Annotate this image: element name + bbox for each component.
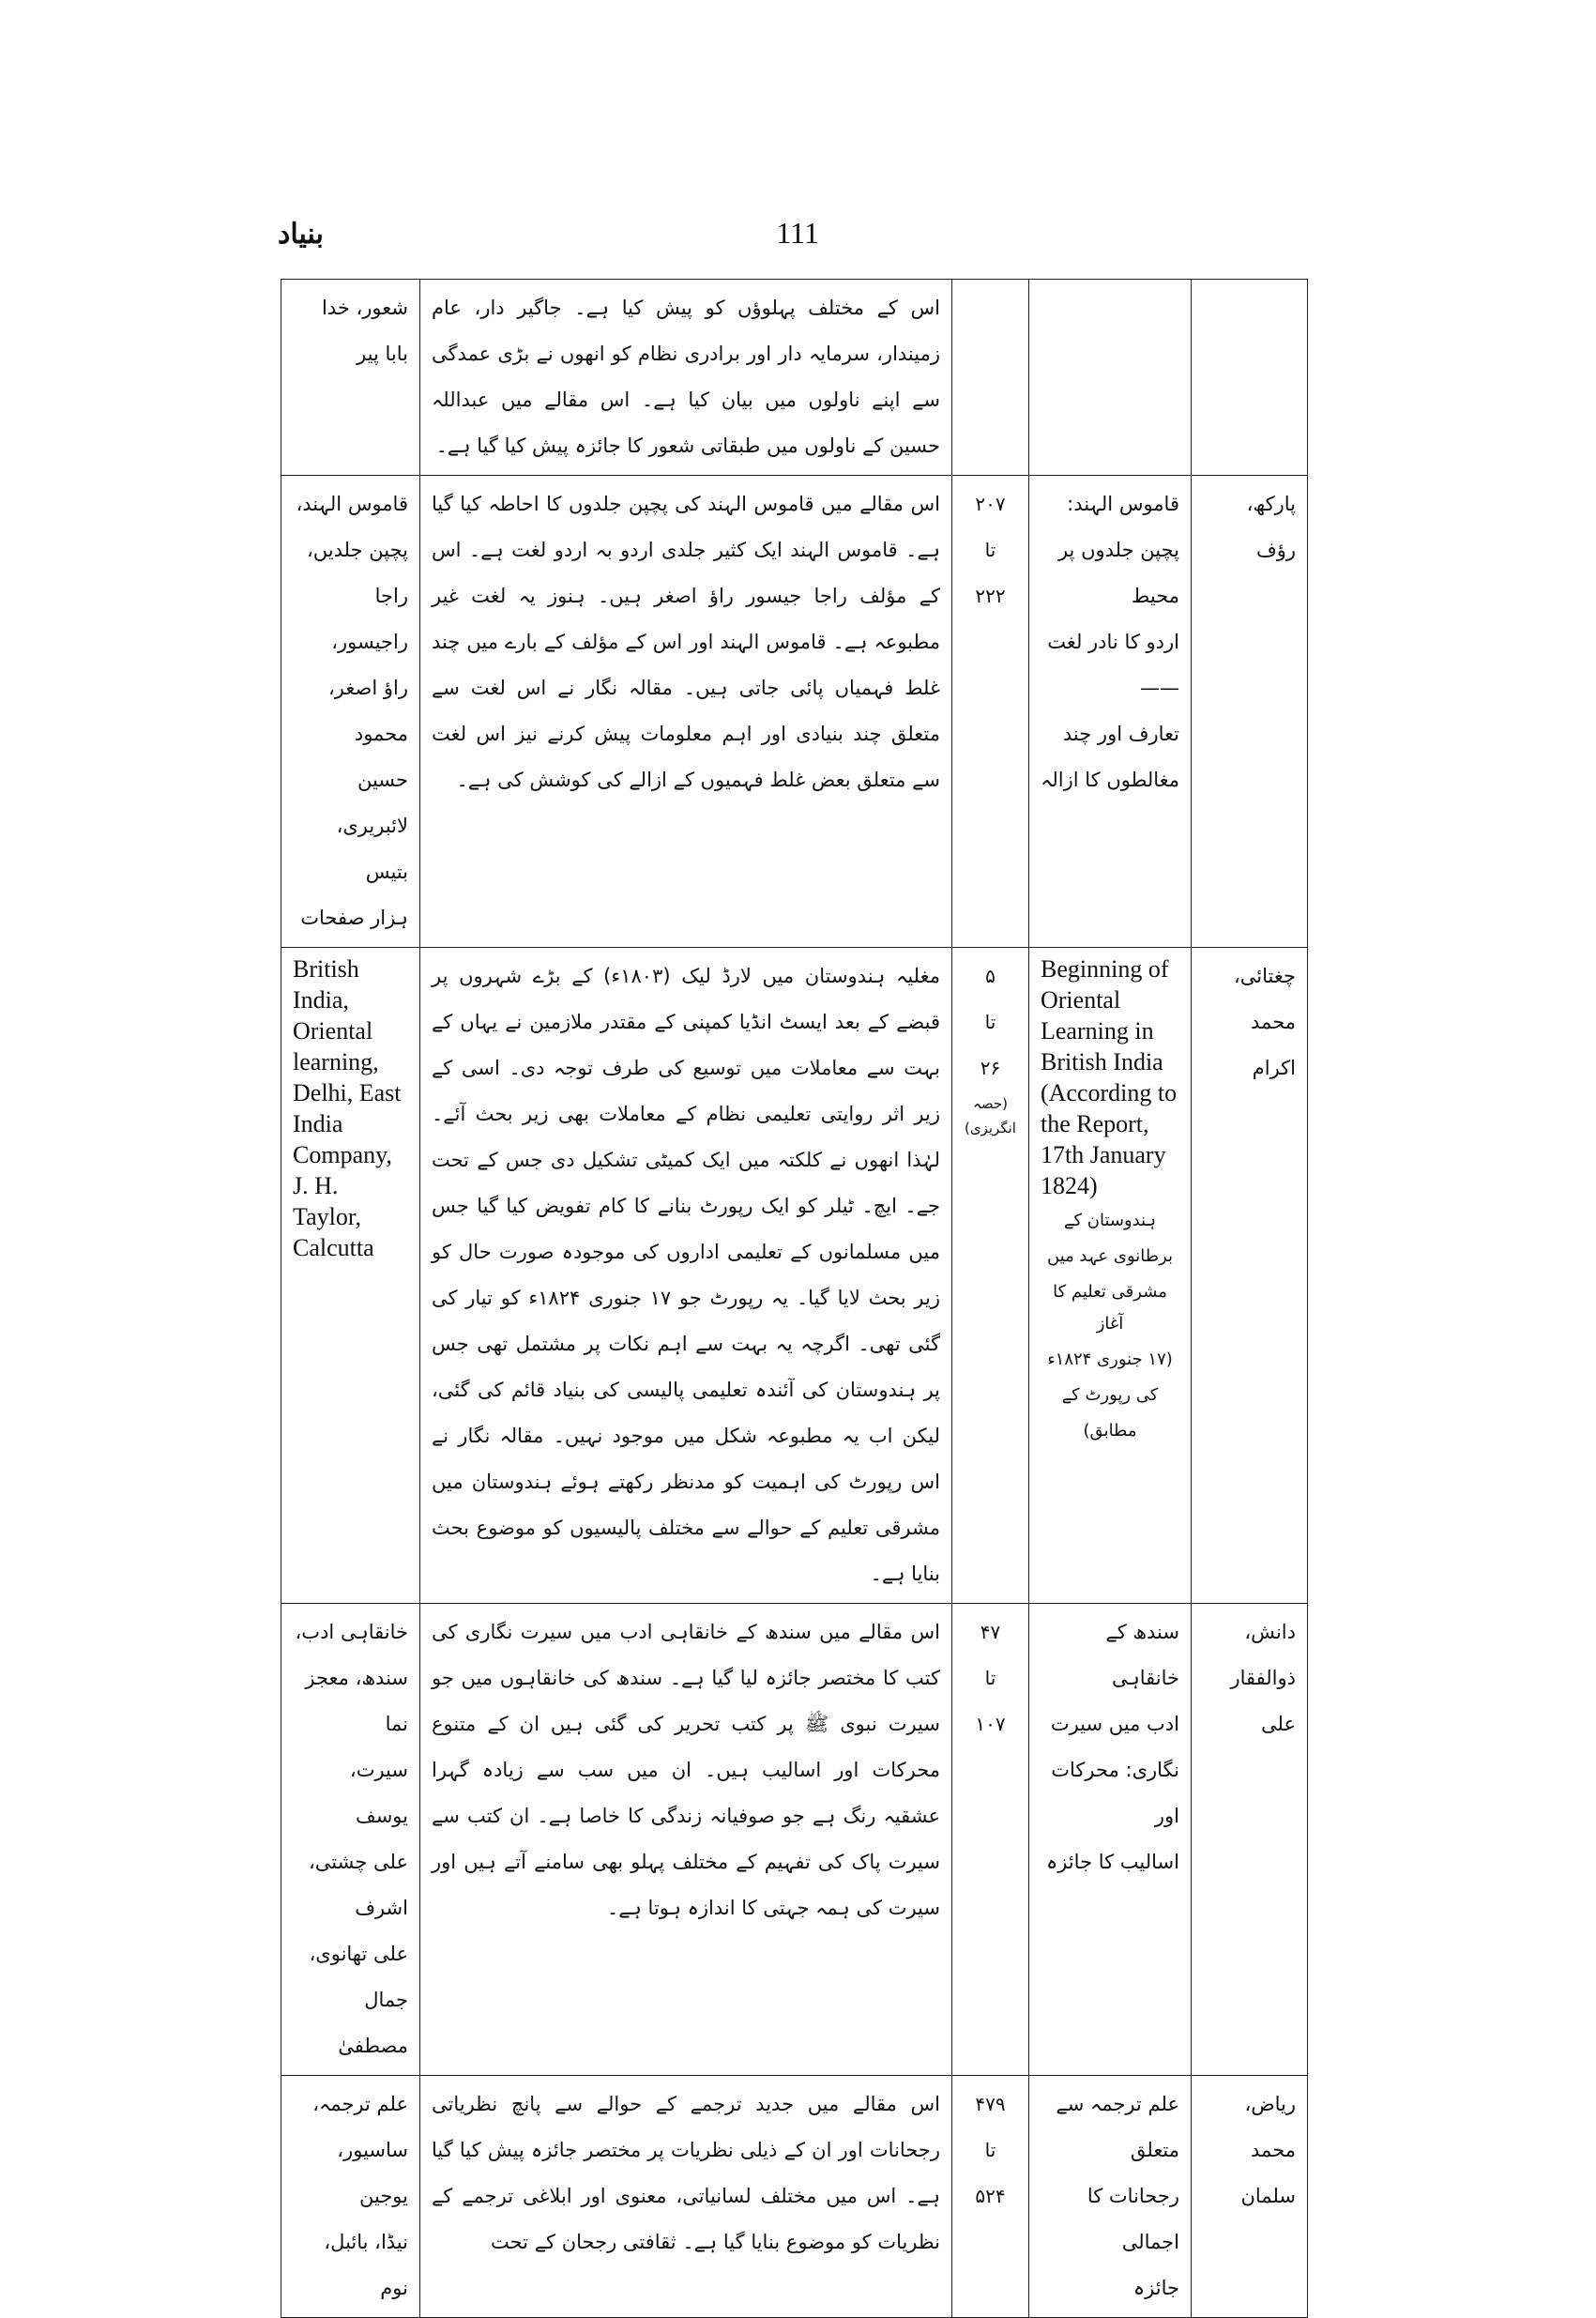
title-cell	[1029, 476, 1192, 948]
keyword: قاموس الہند،	[296, 493, 408, 515]
journal-name: بنیاد	[278, 218, 324, 251]
page-number: 111	[776, 216, 819, 250]
title-line: ادب میں سیرت	[1050, 1713, 1179, 1735]
title-line: مطابق)	[1083, 1421, 1137, 1441]
keyword: راجا راجیسور،	[331, 585, 408, 653]
title-line: اسالیب کا جائزہ	[1045, 1851, 1179, 1873]
title-line: ہندوستان کے	[1063, 1211, 1157, 1230]
keywords-cell	[281, 1604, 420, 2076]
keyword: سندھ، معجز نما	[305, 1667, 408, 1735]
title-cell	[1029, 280, 1192, 476]
title-line: نگاری: محرکات اور	[1051, 1759, 1179, 1827]
author-cell	[1192, 280, 1308, 476]
keywords-cell	[281, 2076, 420, 2318]
pages-cell	[952, 948, 1029, 1604]
author-cell: پارکھ، رؤف	[1192, 476, 1308, 948]
pages-range: ۴۷۹ تا ۵۲۴	[975, 2093, 1006, 2207]
pages-cell	[952, 1604, 1029, 2076]
title-line: سندھ کے خانقاہی	[1105, 1621, 1179, 1689]
title-line: مشرقی تعلیم کا آغاز	[1053, 1282, 1167, 1334]
author-cell: دانش، ذوالفقار علی	[1192, 1604, 1308, 2076]
pages-cell	[952, 476, 1029, 948]
keyword: علی چشتی، اشرف	[309, 1851, 408, 1919]
keywords-cell: British India, Oriental learning, Delhi, East India Company, J. H. Taylor, Calcutta	[281, 948, 420, 1604]
title-line: قاموس الہند:	[1067, 493, 1179, 515]
title-cell	[1029, 1604, 1192, 2076]
pages-range: ۵ تا ۲۶	[980, 965, 1001, 1079]
keyword: حسین	[357, 769, 408, 791]
keywords-cell: شعور، خدا بابا پیر	[281, 280, 420, 476]
title-english: Beginning of Oriental Learning in British India (According to the Report, 17th January 1824)	[1041, 955, 1178, 1199]
pages-range: ۴۷ تا ۱۰۷	[975, 1621, 1006, 1735]
keyword: پچپن جلدیں،	[307, 539, 408, 561]
summary-cell: اس مقالے میں جدید ترجمے کے حوالے سے پانچ نظریاتی رجحانات اور ان کے ذیلی نظریات پر مختصر جائزہ پیش کیا گیا ہے۔ اس میں مختلف لسانیاتی، معنوی اور ابلاغی ترجمے کے نظریات کو موضوع بنایا گیا ہے۔ ثقافتی رجحان کے تحت	[420, 2076, 952, 2318]
table-row	[281, 476, 1308, 948]
keyword: لائبریری، بتیس	[336, 815, 408, 883]
pages-note: (حصہ انگریزی)	[965, 1095, 1016, 1136]
title-line: تعارف اور چند	[1062, 723, 1179, 745]
summary-cell: اس مقالے میں قاموس الہند کی پچپن جلدوں کا احاطہ کیا گیا ہے۔ قاموس الہند ایک کثیر جلدی اردو بہ اردو لغت ہے۔ اس کے مؤلف راجا جیسور راؤ اصغر ہیں۔ ہنوز یہ لغت غیر مطبوعہ ہے۔ قاموس الہند اور اس کے مؤلف کے بارے میں چند غلط فہمیاں پائی جاتی ہیں۔ مقالہ نگار نے اس لغت سے متعلق چند بنیادی اور اہم معلومات پیش کرنے نیز اس لغت سے متعلق بعض غلط فہمیوں کے ازالے کی کوشش کی ہے۔	[420, 476, 952, 948]
keyword: سیرت، یوسف	[349, 1759, 408, 1827]
pages-cell	[952, 2076, 1029, 2318]
title-line: جائزہ	[1132, 2277, 1179, 2299]
summary-cell: مغلیہ ہندوستان میں لارڈ لیک (۱۸۰۳ء) کے بڑے شہروں پر قبضے کے بعد ایسٹ انڈیا کمپنی کے مقتدر ملازمین نے یہاں کے بہت سے معاملات میں توسیع کی طرف توجہ دی۔ اسی کے زیر اثر روایتی تعلیمی نظام کے معاملات بھی زیر بحث آئے۔ لہٰذا انھوں نے کلکتہ میں ایک کمیٹی تشکیل دی جس کے تحت جے۔ ایچ۔ ٹیلر کو ایک رپورٹ بنانے کا کام تفویض کیا گیا جس میں مسلمانوں کے تعلیمی اداروں کی موجودہ صورت حال کو زیر بحث لایا گیا۔ یہ رپورٹ جو ۱۷ جنوری ۱۸۲۴ء کو تیار کی گئی تھی۔ اگرچہ یہ بہت سے اہم نکات پر مشتمل تھی جس پر ہندوستان کی آئندہ تعلیمی پالیسی کی بنیاد قائم کی گئی، لیکن اب یہ مطبوعہ شکل میں موجود نہیں۔ مقالہ نگار نے اس رپورٹ کی اہمیت کو مدنظر رکھتے ہوئے ہندوستان میں مشرقی تعلیم کے حوالے سے مختلف پالیسیوں کو موضوع بحث بنایا ہے۔	[420, 948, 952, 1604]
author-cell: چغتائی، محمد اکرام	[1192, 948, 1308, 1604]
title-urdu	[1041, 1205, 1179, 1447]
author-cell: ریاض، محمد سلمان	[1192, 2076, 1308, 2318]
table-row	[281, 2076, 1308, 2318]
summary-cell: اس کے مختلف پہلوؤں کو پیش کیا ہے۔ جاگیر دار، عام زمیندار، سرمایہ دار اور برادری نظام کو انھوں نے بڑی عمدگی سے اپنے ناولوں میں بیان کیا ہے۔ اس مقالے میں عبداللہ حسین کے ناولوں میں طبقاتی شعور کا جائزہ پیش کیا گیا ہے۔	[420, 280, 952, 476]
title-line: (۱۷ جنوری ۱۸۲۴ء	[1047, 1350, 1173, 1369]
title-line: علم ترجمہ سے متعلق	[1056, 2093, 1179, 2161]
summary-cell: اس مقالے میں سندھ کے خانقاہی ادب میں سیرت نگاری کی کتب کا مختصر جائزہ لیا گیا ہے۔ سندھ کی خانقاہوں میں جو سیرت نبوی ﷺ پر کتب تحریر کی گئی ہیں ان کے متنوع محرکات اور اسالیب ہیں۔ ان میں سب سے زیادہ گہرا عشقیہ رنگ ہے جو صوفیانہ زندگی کا خاصا ہے۔ ان کتب سے سیرت پاک کی تفہیم کے مختلف پہلو بھی سامنے آتے ہیں اور سیرت کی ہمہ جہتی کا اندازہ ہوتا ہے۔	[420, 1604, 952, 2076]
table-row	[281, 948, 1308, 1604]
title-line: مغالطوں کا ازالہ	[1041, 769, 1179, 791]
title-line: پچپن جلدوں پر محیط	[1057, 539, 1179, 607]
title-cell	[1029, 2076, 1192, 2318]
pages-cell	[952, 280, 1029, 476]
keyword: ساسیور، یوجین	[337, 2139, 408, 2207]
keywords-cell	[281, 476, 420, 948]
title-line: برطانوی عہد میں	[1046, 1246, 1174, 1266]
keyword: ہزار صفحات	[300, 907, 408, 929]
keyword: خانقاہی ادب،	[295, 1621, 408, 1643]
keyword: مصطفیٰ	[338, 2035, 408, 2057]
keyword: علی تھانوی، جمال	[309, 1943, 408, 2011]
title-line: اردو کا نادر لغت——	[1047, 631, 1179, 699]
keyword: نیڈا، بائبل، نوم	[324, 2231, 408, 2299]
title-line: رجحانات کا اجمالی	[1087, 2185, 1179, 2253]
keyword: علم ترجمہ،	[312, 2093, 408, 2115]
table-row	[281, 280, 1308, 476]
keyword: راؤ اصغر، محمود	[328, 677, 408, 745]
title-line: کی رپورٹ کے	[1061, 1385, 1159, 1405]
pages-range: ۲۰۷ تا ۲۲۲	[975, 493, 1006, 607]
title-cell	[1029, 948, 1192, 1604]
table-row	[281, 1604, 1308, 2076]
articles-table	[281, 279, 1308, 2318]
